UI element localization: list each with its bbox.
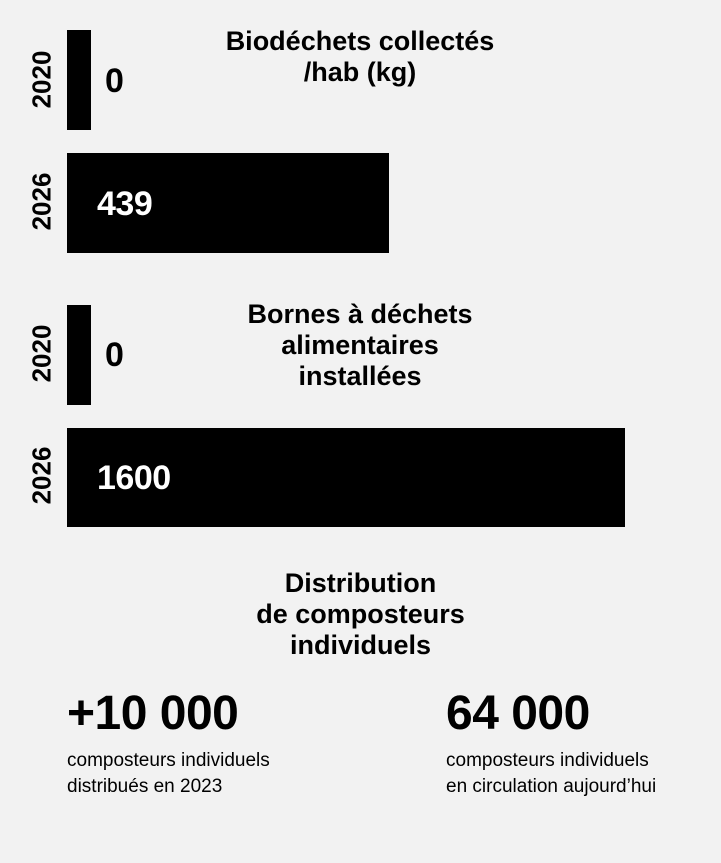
row-label-2026: 2026 [26, 172, 57, 231]
row-label-2020: 2020 [26, 50, 57, 109]
stat-description: composteurs individuels distribués en 2023 [67, 750, 270, 797]
bar-value-2026: 439 [97, 185, 153, 223]
section-title: Distribution de composteurs individuels [256, 568, 465, 660]
chart-title: Biodéchets collectés /hab (kg) [225, 26, 495, 87]
bar-value-2020: 0 [105, 336, 124, 374]
stat-in-circulation [446, 686, 656, 800]
row-label-2020: 2020 [26, 324, 57, 383]
bar-value-2026: 1600 [97, 459, 171, 497]
stat-value: +10 000 [67, 687, 239, 740]
stat-value: 64 000 [446, 687, 590, 740]
stat-distributed [67, 686, 270, 800]
stat-description: composteurs individuels en circulation aujourd’hui [446, 750, 657, 797]
bar-2020 [67, 305, 91, 405]
chart-title: Bornes à déchets alimentaires installées [247, 299, 473, 391]
row-label-2026: 2026 [26, 446, 57, 505]
bar-value-2020: 0 [105, 62, 124, 100]
